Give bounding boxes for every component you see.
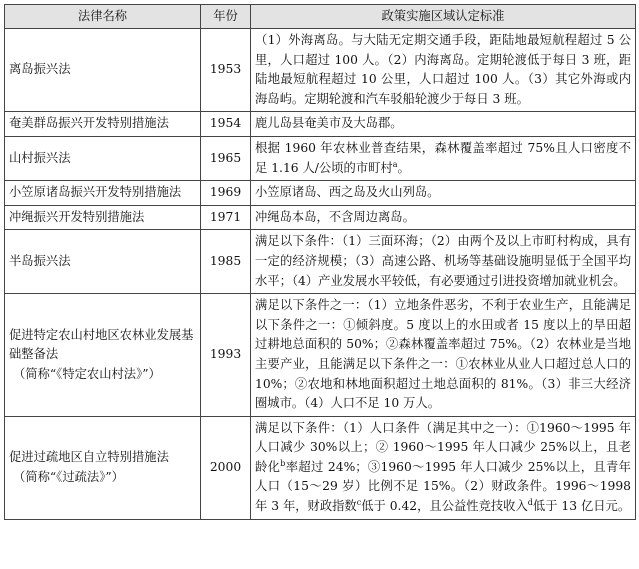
criteria-text-part: 根据 1960 年农林业普查结果，森林覆盖率超过 75%且人口密度不足 1.16 人/公顷的市町村 — [255, 140, 631, 175]
criteria-text-part: 率超过 24%；③1960～1995 年人口减少 25%以上，且青年人口（15～29 岁）比例不足 15%。（2）财政条件。1996～1998 年 3 年，财政指数 — [255, 459, 631, 514]
table-row — [5, 136, 636, 180]
law-year: 1969 — [201, 181, 251, 206]
law-table — [4, 4, 636, 520]
criteria-text: 满足以下条件之一：（1）立地条件恶劣，不利于农业生产，且能满足以下条件之一：①倾斜度。5 度以上的水田或者 15 度以上的旱田超过耕地总面积的 50%；②森林覆盖率超过 75%。（2）农林业是当地主要产业，且能满足以下条件之一：①农林业从业人口超过总人口的 10%；②农地和林地面积超过土地总面积的 81%。（3）非三大经济圈城市。（4）人口不足 10 万人。 — [251, 294, 636, 417]
criteria-text: 冲绳岛本岛，不含周边离岛。 — [251, 205, 636, 230]
footnote-marker: d — [527, 497, 533, 507]
header-year: 年份 — [201, 5, 251, 29]
criteria-text: 满足以下条件：（1）三面环海；（2）由两个及以上市町村构成，具有一定的经济规模；（3）高速公路、机场等基础设施明显低于全国平均水平；（4）产业发展水平较低，有必要通过引进投资增加就业机会。 — [251, 230, 636, 294]
footnote-marker: b — [280, 458, 286, 468]
table-row — [5, 230, 636, 294]
law-name: 半岛振兴法 — [5, 230, 201, 294]
table-row — [5, 112, 636, 137]
law-year: 1965 — [201, 136, 251, 180]
criteria-text: 鹿儿岛县奄美市及大岛郡。 — [251, 112, 636, 137]
table-header-row — [5, 5, 636, 29]
criteria-text-part: 满足以下条件：（1）人口条件（满足其中之一）：①1960～1995 年人口减少 30%以上；② 1960～1995 年人口减少 25%以上，且老龄化 — [255, 420, 631, 474]
law-name: 山村振兴法 — [5, 136, 201, 180]
law-year: 1985 — [201, 230, 251, 294]
header-criteria: 政策实施区域认定标准 — [251, 5, 636, 29]
law-year: 1954 — [201, 112, 251, 137]
table-row — [5, 181, 636, 206]
footnote-marker: a — [392, 159, 398, 169]
criteria-text — [251, 136, 636, 180]
criteria-text-part: 低于 0.42，且公益性竞技收入 — [361, 499, 528, 514]
law-name: 冲绳振兴开发特别措施法 — [5, 205, 201, 230]
law-name: 促进过疏地区自立特别措施法 — [9, 450, 169, 465]
law-name-cell — [5, 416, 201, 519]
footnote-marker: c — [356, 497, 362, 507]
criteria-text: （1）外海离岛。与大陆无定期交通手段，距陆地最短航程超过 5 公里，人口超过 100 人。（2）内海离岛。定期轮渡低于每日 3 班，距陆地最短航程超过 10 公里，人口超过 100 人。（3）其它外海或内海岛屿。定期轮渡和汽车驳船轮渡少于每日 3 班。 — [251, 29, 636, 112]
table-row — [5, 29, 636, 112]
criteria-text: 小笠原诸岛、西之岛及火山列岛。 — [251, 181, 636, 206]
law-short-name: （简称“《特定农山村法》”） — [13, 366, 161, 381]
law-year: 1993 — [201, 294, 251, 417]
law-name: 促进特定农山村地区农林业发展基础整备法 — [9, 327, 194, 362]
header-law-name: 法律名称 — [5, 5, 201, 29]
law-year: 1971 — [201, 205, 251, 230]
table-row — [5, 294, 636, 417]
law-year: 1953 — [201, 29, 251, 112]
table-row — [5, 416, 636, 519]
criteria-text-part: 低于 13 亿日元。 — [532, 499, 631, 514]
law-name: 奄美群岛振兴开发特别措施法 — [5, 112, 201, 137]
table-row — [5, 205, 636, 230]
law-name: 小笠原诸岛振兴开发特别措施法 — [5, 181, 201, 206]
law-name: 离岛振兴法 — [5, 29, 201, 112]
criteria-text-part: 。 — [397, 160, 410, 175]
law-year: 2000 — [201, 416, 251, 519]
law-name-cell — [5, 294, 201, 417]
criteria-text — [251, 416, 636, 519]
law-short-name: （简称“《过疏法》”） — [13, 469, 124, 484]
